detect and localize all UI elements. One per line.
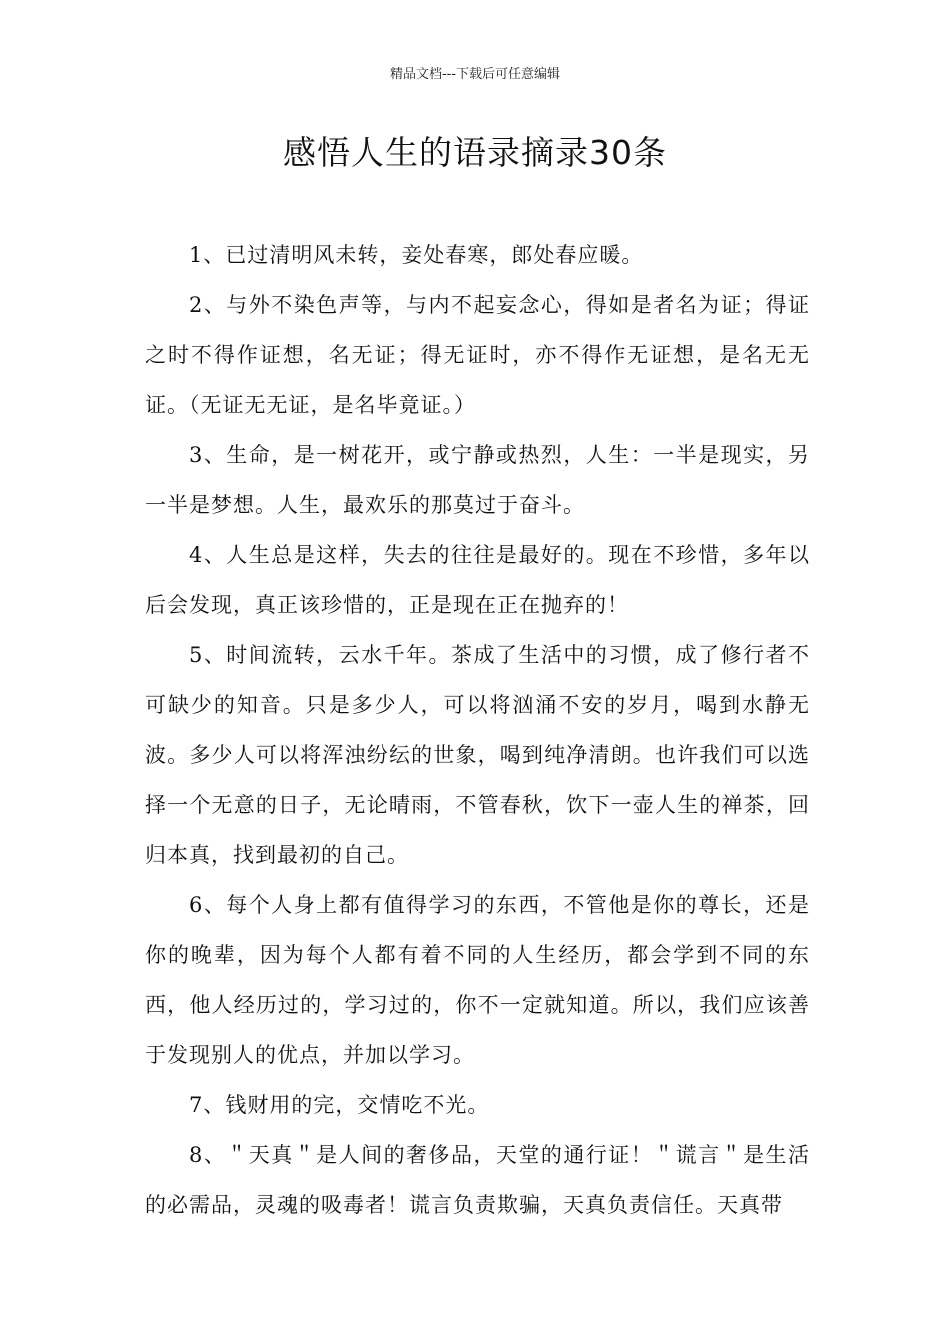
document-body [145, 230, 810, 1344]
paragraph-1: 1、已过清明风未转，妾处春寒，郎处春应暖。 [189, 243, 644, 267]
paragraph-7: 7、钱财用的完，交情吃不光。 [189, 1093, 490, 1117]
header-note: 精品文档---下载后可任意编辑 [389, 67, 561, 82]
paragraph-2: 2、与外不染色声等，与内不起妄念心，得如是者名为证；得证之时不得作证想，名无证；得无证时，亦不得作无证想，是名无无证。（无证无无证，是名毕竟证。） [145, 293, 810, 417]
page-title: 感悟人生的语录摘录30条 [283, 133, 667, 172]
paragraph-6: 6、每个人身上都有值得学习的东西，不管他是你的尊长，还是你的晚辈，因为每个人都有着不同的人生经历，都会学到不同的东西，他人经历过的，学习过的，你不一定就知道。所以，我们应该善于发现别人的优点，并加以学习。 [145, 893, 810, 1067]
paragraph-4: 4、人生总是这样，失去的往往是最好的。现在不珍惜，多年以后会发现，真正该珍惜的，正是现在正在抛弃的！ [145, 543, 810, 617]
paragraph-3: 3、生命，是一树花开，或宁静或热烈，人生：一半是现实，另一半是梦想。人生，最欢乐的那莫过于奋斗。 [145, 443, 810, 517]
paragraph-5: 5、时间流转，云水千年。茶成了生活中的习惯，成了修行者不可缺少的知音。只是多少人，可以将汹涌不安的岁月，喝到水静无波。多少人可以将浑浊纷纭的世象，喝到纯净清朗。也许我们可以选择一个无意的日子，无论晴雨，不管春秋，饮下一壶人生的禅茶，回归本真，找到最初的自己。 [145, 643, 810, 867]
paragraph-8: 8、＂天真＂是人间的奢侈品，天堂的通行证！＂谎言＂是生活的必需品，灵魂的吸毒者！谎言负责欺骗，天真负责信任。天真带 [145, 1143, 810, 1217]
